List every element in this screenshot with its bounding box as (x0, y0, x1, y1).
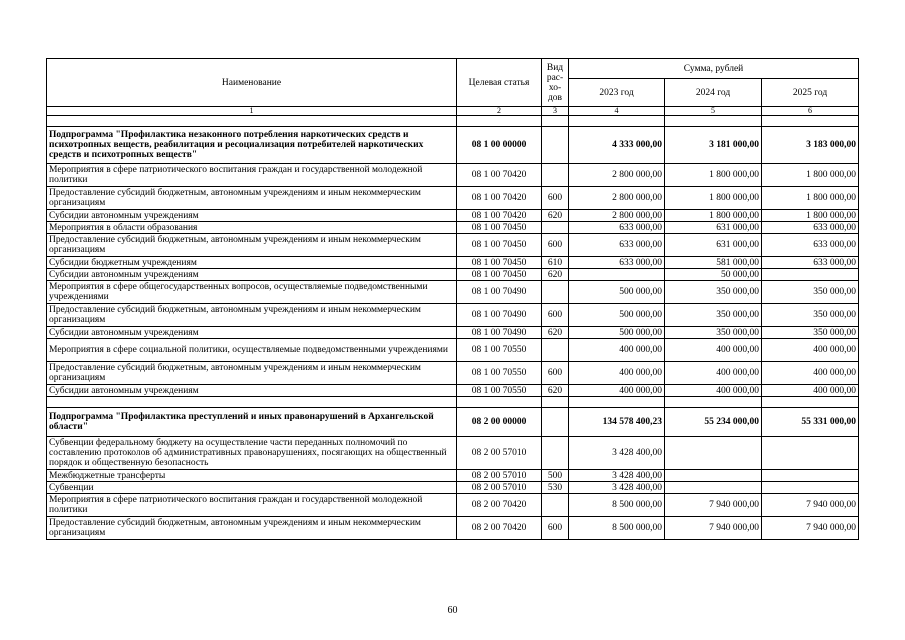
row-amount-2023: 633 000,00 (569, 222, 665, 234)
row-name: Субвенции федеральному бюджету на осуществление части переданных полномочий по составлению протоколов об административных правонарушениях, посягающих на общественный порядок и общественную безопасность (47, 437, 457, 470)
budget-table (46, 58, 859, 540)
header-target-article: Целевая статья (457, 59, 542, 107)
row-amount-2024: 55 234 000,00 (665, 408, 762, 437)
row-expense-kind: 600 (542, 304, 569, 327)
row-amount-2023: 500 000,00 (569, 304, 665, 327)
row-amount-2023: 2 800 000,00 (569, 164, 665, 187)
row-amount-2025 (762, 269, 859, 281)
empty-cell (47, 116, 457, 127)
row-amount-2023: 400 000,00 (569, 339, 665, 362)
table-row (47, 470, 859, 482)
row-amount-2023: 4 333 000,00 (569, 127, 665, 164)
table-row (47, 222, 859, 234)
empty-cell (762, 116, 859, 127)
empty-cell (665, 116, 762, 127)
row-expense-kind: 620 (542, 269, 569, 281)
row-amount-2025: 7 940 000,00 (762, 517, 859, 540)
empty-cell (569, 116, 665, 127)
column-number: 4 (569, 107, 665, 116)
row-name: Предоставление субсидий бюджетным, автономным учреждениям и иным некоммерческим организациям (47, 187, 457, 210)
row-amount-2023: 8 500 000,00 (569, 494, 665, 517)
row-name: Подпрограмма "Профилактика преступлений и иных правонарушений в Архангельской области" (47, 408, 457, 437)
page-number: 60 (447, 605, 458, 616)
row-amount-2024: 50 000,00 (665, 269, 762, 281)
empty-cell (542, 397, 569, 408)
row-amount-2025: 633 000,00 (762, 257, 859, 269)
row-amount-2023: 633 000,00 (569, 234, 665, 257)
row-amount-2023: 3 428 400,00 (569, 470, 665, 482)
row-name: Субсидии автономным учреждениям (47, 327, 457, 339)
row-amount-2025: 55 331 000,00 (762, 408, 859, 437)
table-row (47, 269, 859, 281)
row-target-article: 08 2 00 70420 (457, 517, 542, 540)
subprogram-row (47, 408, 859, 437)
row-expense-kind (542, 222, 569, 234)
row-amount-2023: 400 000,00 (569, 362, 665, 385)
column-number: 2 (457, 107, 542, 116)
row-expense-kind (542, 339, 569, 362)
row-target-article: 08 2 00 57010 (457, 470, 542, 482)
table-row (47, 517, 859, 540)
row-amount-2024: 350 000,00 (665, 304, 762, 327)
header-sum: Сумма, рублей (569, 59, 859, 79)
row-target-article: 08 1 00 70550 (457, 385, 542, 397)
row-amount-2025: 7 940 000,00 (762, 494, 859, 517)
row-amount-2024: 631 000,00 (665, 234, 762, 257)
row-name: Субсидии автономным учреждениям (47, 269, 457, 281)
table-row (47, 494, 859, 517)
row-amount-2024: 581 000,00 (665, 257, 762, 269)
column-number: 3 (542, 107, 569, 116)
row-amount-2023: 134 578 400,23 (569, 408, 665, 437)
row-target-article: 08 1 00 70420 (457, 187, 542, 210)
row-amount-2023: 633 000,00 (569, 257, 665, 269)
row-amount-2025: 1 800 000,00 (762, 210, 859, 222)
table-row (47, 281, 859, 304)
row-amount-2025: 350 000,00 (762, 281, 859, 304)
row-amount-2023: 2 800 000,00 (569, 187, 665, 210)
empty-cell (457, 397, 542, 408)
row-target-article: 08 1 00 70450 (457, 222, 542, 234)
row-amount-2025: 1 800 000,00 (762, 187, 859, 210)
row-expense-kind: 500 (542, 470, 569, 482)
row-name: Субсидии бюджетным учреждениям (47, 257, 457, 269)
row-amount-2025: 1 800 000,00 (762, 164, 859, 187)
row-target-article: 08 1 00 70450 (457, 234, 542, 257)
empty-cell (542, 116, 569, 127)
row-target-article: 08 1 00 70490 (457, 304, 542, 327)
table-row (47, 257, 859, 269)
row-amount-2023: 400 000,00 (569, 385, 665, 397)
empty-cell (569, 397, 665, 408)
subprogram-row (47, 127, 859, 164)
table-row (47, 210, 859, 222)
row-amount-2025: 400 000,00 (762, 339, 859, 362)
row-amount-2025: 350 000,00 (762, 304, 859, 327)
empty-cell (47, 397, 457, 408)
row-expense-kind: 600 (542, 234, 569, 257)
row-target-article: 08 2 00 57010 (457, 437, 542, 470)
row-amount-2025: 633 000,00 (762, 222, 859, 234)
row-amount-2023: 500 000,00 (569, 327, 665, 339)
spacer-row (47, 397, 859, 408)
row-amount-2024: 1 800 000,00 (665, 164, 762, 187)
spacer-row (47, 116, 859, 127)
row-amount-2025: 400 000,00 (762, 362, 859, 385)
row-amount-2023: 3 428 400,00 (569, 437, 665, 470)
row-name: Мероприятия в сфере патриотического воспитания граждан и государственной молодежной политики (47, 164, 457, 187)
row-target-article: 08 1 00 70550 (457, 362, 542, 385)
row-amount-2023 (569, 269, 665, 281)
row-amount-2024 (665, 437, 762, 470)
row-amount-2023: 500 000,00 (569, 281, 665, 304)
column-number: 6 (762, 107, 859, 116)
column-number: 1 (47, 107, 457, 116)
row-expense-kind: 600 (542, 187, 569, 210)
header-year-2023: 2023 год (569, 79, 665, 107)
row-name: Предоставление субсидий бюджетным, автономным учреждениям и иным некоммерческим организациям (47, 304, 457, 327)
row-expense-kind: 600 (542, 517, 569, 540)
row-expense-kind (542, 281, 569, 304)
header-year-2024: 2024 год (665, 79, 762, 107)
row-amount-2024: 400 000,00 (665, 362, 762, 385)
row-target-article: 08 2 00 70420 (457, 494, 542, 517)
row-amount-2024 (665, 470, 762, 482)
row-expense-kind (542, 127, 569, 164)
row-name: Мероприятия в области образования (47, 222, 457, 234)
row-name: Межбюджетные трансферты (47, 470, 457, 482)
row-amount-2024: 350 000,00 (665, 281, 762, 304)
header-name: Наименование (47, 59, 457, 107)
row-expense-kind (542, 494, 569, 517)
row-amount-2024: 1 800 000,00 (665, 210, 762, 222)
row-target-article: 08 1 00 70420 (457, 164, 542, 187)
row-name: Подпрограмма "Профилактика незаконного потребления наркотических средств и психотропных веществ, реабилитация и ресоциализация потребителей наркотических средств и психотропных веществ" (47, 127, 457, 164)
table-row (47, 437, 859, 470)
row-amount-2025: 400 000,00 (762, 385, 859, 397)
row-expense-kind (542, 408, 569, 437)
row-amount-2024 (665, 482, 762, 494)
row-amount-2025: 350 000,00 (762, 327, 859, 339)
row-amount-2025 (762, 482, 859, 494)
row-amount-2024: 350 000,00 (665, 327, 762, 339)
table-row (47, 385, 859, 397)
row-name: Мероприятия в сфере общегосударственных вопросов, осуществляемые подведомственными учреждениями (47, 281, 457, 304)
row-name: Предоставление субсидий бюджетным, автономным учреждениям и иным некоммерческим организациям (47, 517, 457, 540)
table-row (47, 304, 859, 327)
row-name: Субвенции (47, 482, 457, 494)
row-name: Субсидии автономным учреждениям (47, 385, 457, 397)
table-body (47, 116, 859, 540)
row-amount-2024: 7 940 000,00 (665, 517, 762, 540)
table-row (47, 187, 859, 210)
row-expense-kind: 530 (542, 482, 569, 494)
row-target-article: 08 1 00 70450 (457, 269, 542, 281)
row-name: Мероприятия в сфере социальной политики, осуществляемые подведомственными учреждениями (47, 339, 457, 362)
row-target-article: 08 1 00 00000 (457, 127, 542, 164)
row-amount-2024: 400 000,00 (665, 339, 762, 362)
table-row (47, 362, 859, 385)
row-amount-2024: 3 181 000,00 (665, 127, 762, 164)
row-expense-kind: 610 (542, 257, 569, 269)
table-row (47, 482, 859, 494)
row-amount-2025: 3 183 000,00 (762, 127, 859, 164)
row-target-article: 08 2 00 57010 (457, 482, 542, 494)
table-row (47, 164, 859, 187)
row-target-article: 08 1 00 70450 (457, 257, 542, 269)
table-row (47, 339, 859, 362)
row-amount-2024: 1 800 000,00 (665, 187, 762, 210)
row-name: Предоставление субсидий бюджетным, автономным учреждениям и иным некоммерческим организациям (47, 234, 457, 257)
row-amount-2024: 7 940 000,00 (665, 494, 762, 517)
row-expense-kind: 600 (542, 362, 569, 385)
row-expense-kind (542, 164, 569, 187)
row-amount-2023: 8 500 000,00 (569, 517, 665, 540)
row-target-article: 08 1 00 70490 (457, 327, 542, 339)
row-amount-2024: 400 000,00 (665, 385, 762, 397)
empty-cell (762, 397, 859, 408)
row-name: Предоставление субсидий бюджетным, автономным учреждениям и иным некоммерческим организациям (47, 362, 457, 385)
row-expense-kind: 620 (542, 385, 569, 397)
row-amount-2025 (762, 470, 859, 482)
row-name: Субсидии автономным учреждениям (47, 210, 457, 222)
row-expense-kind (542, 437, 569, 470)
row-amount-2023: 2 800 000,00 (569, 210, 665, 222)
row-target-article: 08 1 00 70550 (457, 339, 542, 362)
row-amount-2024: 631 000,00 (665, 222, 762, 234)
row-amount-2023: 3 428 400,00 (569, 482, 665, 494)
row-expense-kind: 620 (542, 210, 569, 222)
header-expense-kind: Вид рас- хо- дов (542, 59, 569, 107)
row-amount-2025 (762, 437, 859, 470)
empty-cell (665, 397, 762, 408)
row-amount-2025: 633 000,00 (762, 234, 859, 257)
row-name: Мероприятия в сфере патриотического воспитания граждан и государственной молодежной политики (47, 494, 457, 517)
column-number: 5 (665, 107, 762, 116)
row-expense-kind: 620 (542, 327, 569, 339)
header-year-2025: 2025 год (762, 79, 859, 107)
row-target-article: 08 1 00 70420 (457, 210, 542, 222)
row-target-article: 08 1 00 70490 (457, 281, 542, 304)
row-target-article: 08 2 00 00000 (457, 408, 542, 437)
table-row (47, 234, 859, 257)
table-row (47, 327, 859, 339)
empty-cell (457, 116, 542, 127)
column-number-row (47, 107, 859, 116)
